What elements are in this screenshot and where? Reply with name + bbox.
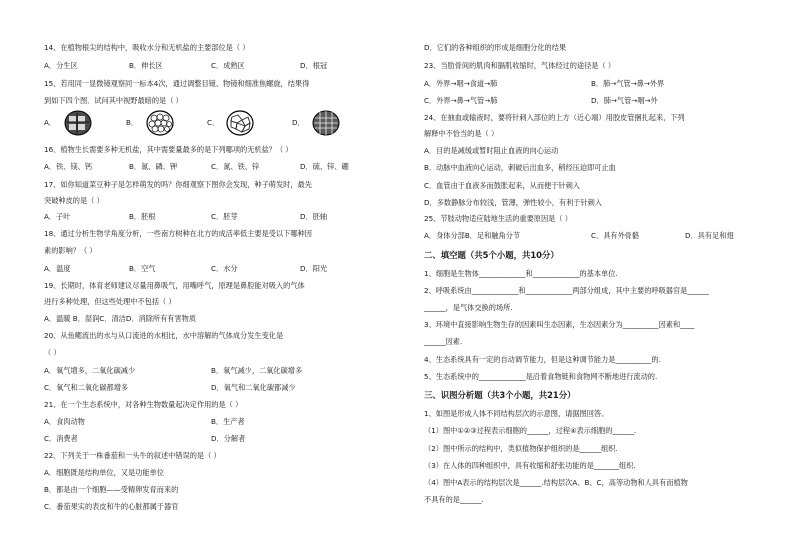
q24-option-a[interactable]: A．目的是减缓或暂时阻止血液的向心运动: [424, 146, 559, 155]
q23-option-c[interactable]: C．外界→鼻→气管→肺: [424, 96, 498, 105]
q20-stem-line2: （ ）: [44, 348, 61, 357]
q15-stem-line2: 到如下四个图．试问其中视野最暗的是（ ）: [44, 96, 183, 105]
q17-option-b[interactable]: B．胚根: [129, 212, 156, 221]
cells-dense-small-icon[interactable]: [146, 110, 174, 136]
q24-stem-line1: 24、在抽血或输液时，要将针刺入部位的上方（近心端）用胶皮管捆扎起来，下列: [424, 113, 685, 122]
q17-stem-line1: 17、如你知道菜豆种子是怎样萌发的吗？你细观察下图你会发现，种子萌发时，最先: [44, 180, 312, 189]
q18-option-a[interactable]: A．温度: [44, 264, 71, 273]
cells-closeup-dark-icon[interactable]: [64, 110, 92, 136]
q15-stem-line1: 15、若用同一显微镜观察同一标本4次，通过调整目镜、物镜和细准焦螺旋，结果得: [44, 79, 310, 88]
q21-stem: 21、在一个生态系统中，对各种生物数量起决定作用的是（ ）: [44, 400, 243, 409]
q20-option-a[interactable]: A．氧气增多，二氧化碳减少: [44, 366, 136, 375]
q20-option-c[interactable]: C．氧气和二氧化碳都增多: [44, 383, 129, 392]
q15-image-options: [44, 110, 416, 138]
q23-option-a[interactable]: A．外界→咽→食道→肺: [424, 79, 498, 88]
q24-stem-line2: 解释中不恰当的是（ ）: [424, 129, 499, 138]
section-figure-analysis-title: 三、识图分析题（共3个小题，共21分）: [424, 390, 576, 400]
q21-option-c[interactable]: C．消费者: [44, 434, 78, 443]
q24-option-b[interactable]: B．动脉中血液向心运动，刺破后出血多，稍经压迫即可止血: [424, 163, 616, 172]
cells-grid-dark-icon[interactable]: [312, 110, 340, 136]
q18-option-b[interactable]: B．空气: [129, 264, 156, 273]
q17-option-a[interactable]: A．子叶: [44, 212, 71, 221]
q16-option-a[interactable]: A．铁、镁、钙: [44, 162, 93, 171]
q22-option-a[interactable]: A．细胞既是结构单位，又是功能单位: [44, 468, 164, 477]
fill-q2-line2: ______，是气体交换的场所.: [424, 303, 513, 312]
q21-option-d[interactable]: D．分解者: [211, 434, 246, 443]
q23-stem: 23、当肋骨间的肌肉和膈肌收缩时，气体经过的途径是（ ）: [424, 61, 616, 70]
q20-option-d[interactable]: D．氧气和二氧化碳都减少: [211, 383, 296, 392]
q18-stem-line1: 18、通过分析生物学角度分析，一些南方树种在北方的成活率低主要是受以下哪种因: [44, 229, 312, 238]
analysis-q1-part3: （3）在人体的四种组织中，具有收缩和舒张功能的是_______组织.: [424, 461, 636, 470]
q23-option-b[interactable]: B．肺→气管→鼻→外界: [591, 79, 665, 88]
fill-q2-line1: 2、呼吸系统由_____________和_____________两部分组成，其中主要的呼吸器官是______: [424, 286, 709, 295]
q14-option-a[interactable]: A．分生区: [44, 61, 78, 70]
q19-options[interactable]: A．温暖 B．湿润C．清洁D．消除所有有害物质: [44, 314, 197, 323]
q16-option-c[interactable]: C．氮、铁、锌: [211, 162, 260, 171]
q15-label-c[interactable]: C．: [207, 118, 220, 127]
q14-option-c[interactable]: C．成熟区: [211, 61, 245, 70]
q15-label-b[interactable]: B．: [126, 118, 139, 127]
q17-stem-line2: 突破种皮的是（ ）: [44, 196, 104, 205]
q15-label-a[interactable]: A．: [44, 118, 57, 127]
q21-option-a[interactable]: A．食肉动物: [44, 417, 85, 426]
q15-label-d[interactable]: D．: [292, 118, 305, 127]
q25-stem: 25、节肢动物适应陆地生活的重要原因是（ ）: [424, 214, 572, 223]
q19-stem-line1: 19、长期时，体育老师建议尽量用鼻吸气，用嘴呼气，原理是鼻腔能对吸入的气体: [44, 281, 305, 290]
fill-q4: 4、生态系统具有一定的自动调节能力，但是这种调节能力是__________的.: [424, 355, 661, 364]
q22-option-d[interactable]: D．它们的各种组织的形成是细胞分化的结果: [424, 43, 567, 52]
q16-stem: 16、植物生长需要多种无机盐，其中需要量最多的是下列哪项的无机盐？（ ）: [44, 145, 293, 154]
q24-option-d[interactable]: D．多数静脉分布较浅，管薄，弹性较小，有利于针刺入: [424, 198, 603, 207]
q14-stem: 14、在植物根尖的结构中，吸收水分和无机盐的主要部位是（ ）: [44, 43, 250, 52]
analysis-q1-part4-line2: 不具有的是______.: [424, 495, 484, 504]
analysis-q1-part2: （2）图中所示的结构中，类似植物保护组织的是______组织.: [424, 444, 618, 453]
q25-option-ab[interactable]: A．身体分部B．足和触角分节: [424, 231, 521, 240]
cells-medium-icon[interactable]: [226, 110, 254, 136]
analysis-q1-stem: 1、如图是形成人体不同结构层次的示意图，请据图回答。: [424, 409, 609, 418]
q18-option-c[interactable]: C．水分: [211, 264, 238, 273]
q16-option-b[interactable]: B．氮、磷、钾: [129, 162, 178, 171]
q24-option-c[interactable]: C．血管由于血液多而鼓胀起来，从而便于针刺入: [424, 181, 580, 190]
q22-option-b[interactable]: B．都是由一个细胞——受精卵发育而来的: [44, 485, 179, 494]
q19-stem-line2: 进行多种处理，但这些处理中不包括（ ）: [44, 297, 176, 306]
q18-option-d[interactable]: D．阳光: [300, 264, 328, 273]
fill-q3-line2: ______因素.: [424, 337, 463, 346]
q21-option-b[interactable]: B．生产者: [211, 417, 245, 426]
analysis-q1-part4-line1: （4）图中A表示的结构层次是______.结构层次A、B、C，高等动物和人具有而植物: [424, 478, 688, 487]
fill-q1: 1、细胞是生物体_____________和_____________的基本单位.: [424, 269, 618, 278]
q25-option-c[interactable]: C．具有外骨骼: [591, 231, 640, 240]
q18-stem-line2: 素的影响？（ ）: [44, 246, 97, 255]
section-fill-in-title: 二、填空题（共5个小题，共10分）: [424, 250, 559, 260]
q22-option-c[interactable]: C．番茄果实的表皮和牛的心脏都属于器官: [44, 502, 179, 511]
q20-option-b[interactable]: B．氧气减少，二氧化碳增多: [211, 366, 303, 375]
fill-q5: 5、生态系统中的_____________是沿着食物链和食物网不断地进行流动的.: [424, 372, 658, 381]
analysis-q1-part1: （1）图中①②③过程表示细胞的______，过程④表示细胞的______.: [424, 426, 637, 435]
q25-option-d[interactable]: D．具有足和翅: [685, 231, 734, 240]
fill-q3-line1: 3、环境中直接影响生物生存的因素叫生态因素，生态因素分为__________因素和____: [424, 320, 695, 329]
q16-option-d[interactable]: D．硫、锌、硼: [300, 162, 349, 171]
q20-stem-line1: 20、从鱼鳃流出的水与从口流进的水相比，水中溶解的气体成分发生变化是: [44, 331, 284, 340]
q23-option-d[interactable]: D．肺→气管→咽→外: [591, 96, 658, 105]
q22-stem: 22、下列关于一株番茄和一头牛的叙述中错误的是（ ）: [44, 451, 221, 460]
q17-option-c[interactable]: C．胚芽: [211, 212, 238, 221]
q14-option-b[interactable]: B．伸长区: [129, 61, 163, 70]
q14-option-d[interactable]: D．根冠: [300, 61, 328, 70]
q17-option-d[interactable]: D．胚轴: [300, 212, 328, 221]
